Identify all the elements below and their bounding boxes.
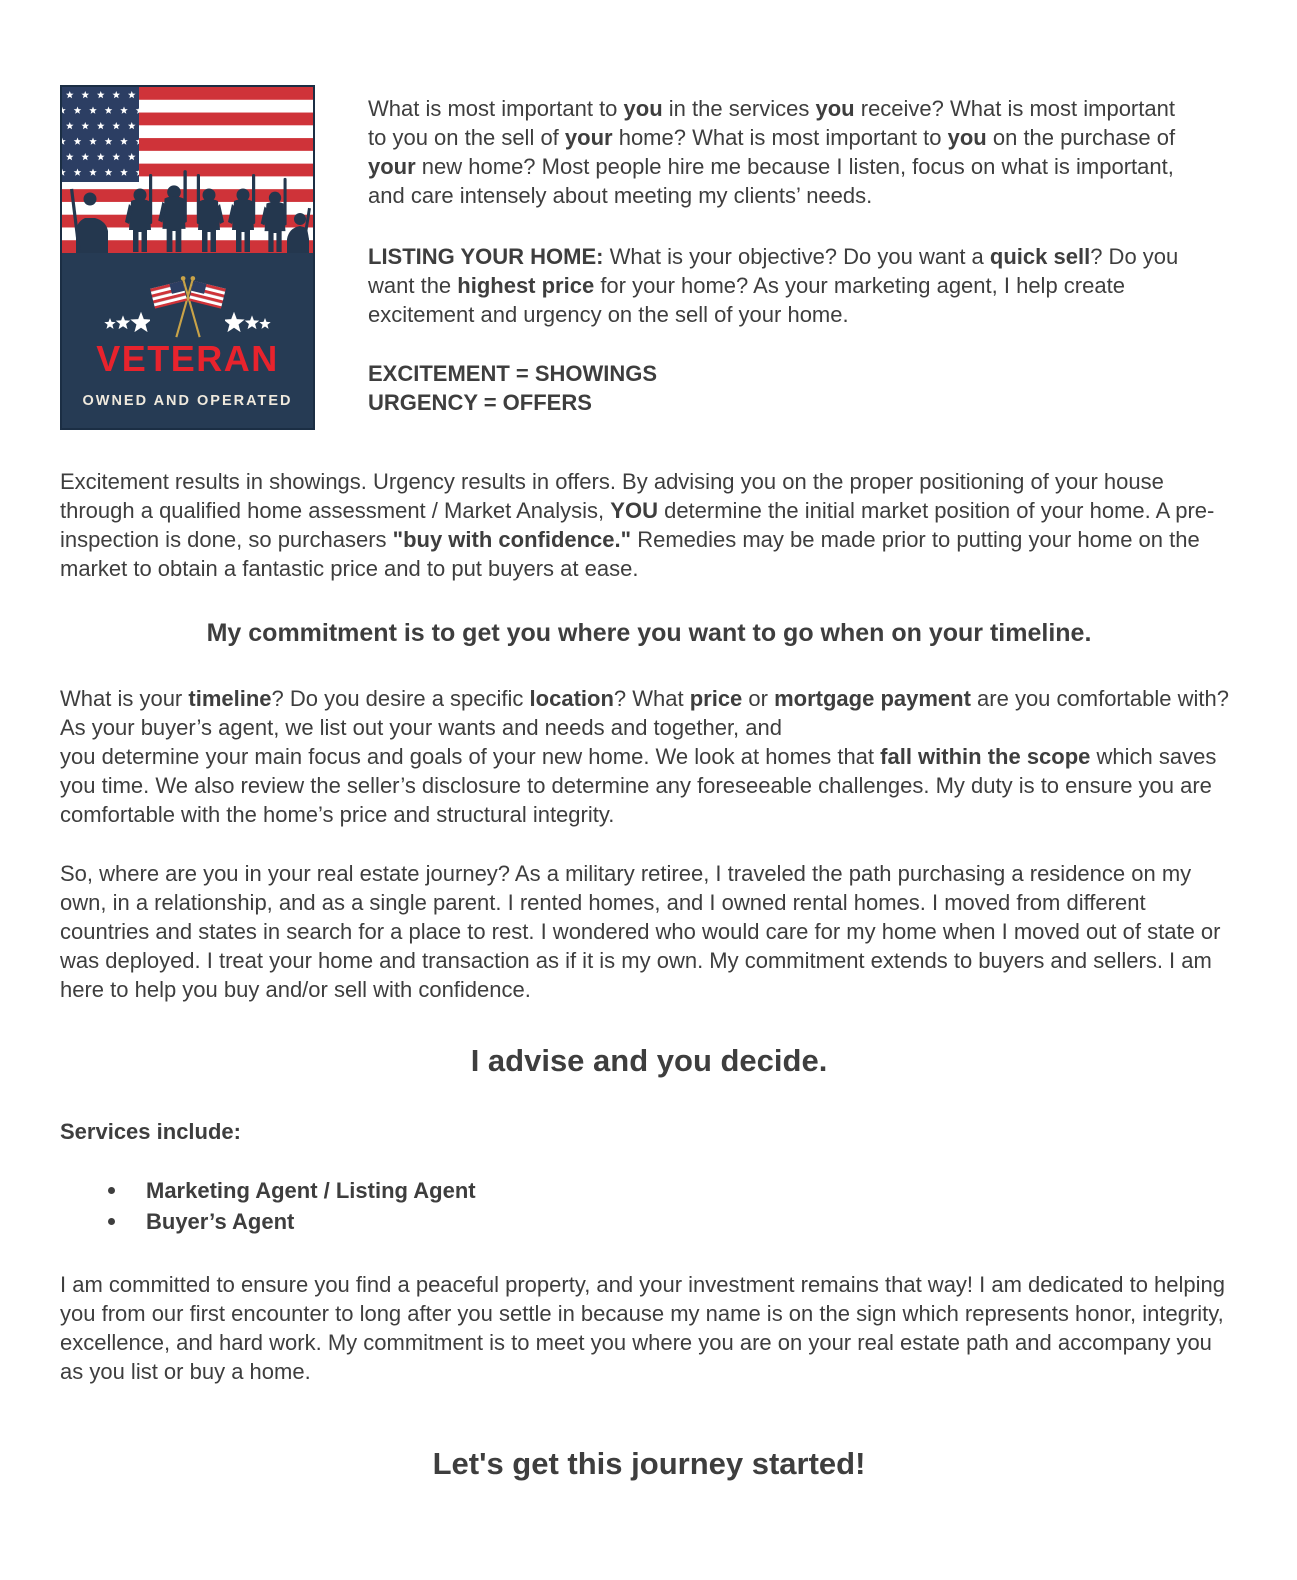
- list-item: [108, 1206, 1238, 1237]
- journey-paragraph: So, where are you in your real estate journey? As a military retiree, I traveled the path purchasing a residence on my own, in a relationship, and as a single parent. I rented homes, and I owned rental homes. I moved from different countries and states in search for a place to rest. I wondered who would care for my home when I moved out of state or was deployed. I treat your home and transaction as if it is my own. My commitment extends to buyers and sellers. I am here to help you buy and/or sell with confidence.: [60, 861, 1221, 1002]
- timeline-paragraph: What is your timeline? Do you desire a specific location? What price or mortgage payment are you comfortable with? As your buyer’s agent, we list out your wants and needs and together, and you determine your main focus and goals of your new home. We look at homes that fall within the scope which saves you time. We also review the seller’s disclosure to determine any foreseeable challenges. My duty is to ensure you are comfortable with the home’s price and structural integrity.: [60, 686, 1229, 827]
- service-label: Marketing Agent / Listing Agent: [146, 1178, 476, 1203]
- american-flag-soldiers-image: [62, 87, 313, 253]
- veteran-subtitle: OWNED AND OPERATED: [82, 393, 293, 409]
- crossed-flags-icon: [138, 275, 238, 341]
- final-heading: Let's get this journey started!: [432, 1446, 866, 1481]
- services-label: Services include:: [60, 1119, 241, 1144]
- services-list: [60, 1175, 1238, 1237]
- header-section: [60, 85, 1238, 430]
- advise-heading: I advise and you decide.: [470, 1043, 828, 1078]
- intro-column: [368, 85, 1183, 417]
- closing-paragraph: I am committed to ensure you find a peaceful property, and your investment remains that way! I am dedicated to helping you from our first encounter to long after you settle in because my name is on the sign which represents honor, integrity, excellence, and hard work. My commitment is to meet you where you are on your real estate path and accompany you as you list or buy a home.: [60, 1272, 1225, 1384]
- list-item: [108, 1175, 1238, 1206]
- excitement-equation: EXCITEMENT = SHOWINGS: [368, 361, 658, 386]
- listing-paragraph: LISTING YOUR HOME: What is your objective? Do you want a quick sell? Do you want the highest price for your home? As your marketing agent, I help create excitement and urgency on the sell of your home.: [368, 244, 1179, 327]
- badge-panel: [62, 253, 313, 428]
- urgency-equation: URGENCY = OFFERS: [368, 390, 592, 415]
- intro-paragraph: What is most important to you in the services you receive? What is most important to you on the sell of your home? What is most important to you on the purchase of your new home? Most people hire me because I listen, focus on what is important, and care intensely about meeting my clients’ needs.: [368, 96, 1176, 208]
- bullet-dot: [108, 1187, 115, 1194]
- service-label: Buyer’s Agent: [146, 1209, 295, 1234]
- stars-right-icon: [225, 311, 271, 335]
- commitment-heading: My commitment is to get you where you want to go when on your timeline.: [206, 619, 1092, 647]
- veteran-title: VETERAN: [96, 338, 279, 379]
- bullet-dot: [108, 1218, 115, 1225]
- stars-left-icon: [104, 311, 150, 335]
- positioning-paragraph: Excitement results in showings. Urgency results in offers. By advising you on the proper positioning of your house through a qualified home assessment / Market Analysis, YOU determine the initial market position of your home. A pre-inspection is done, so purchasers "buy with confidence." Remedies may be made prior to putting your home on the market to obtain a fantastic price and to put buyers at ease.: [60, 469, 1215, 581]
- veteran-badge: [60, 85, 315, 430]
